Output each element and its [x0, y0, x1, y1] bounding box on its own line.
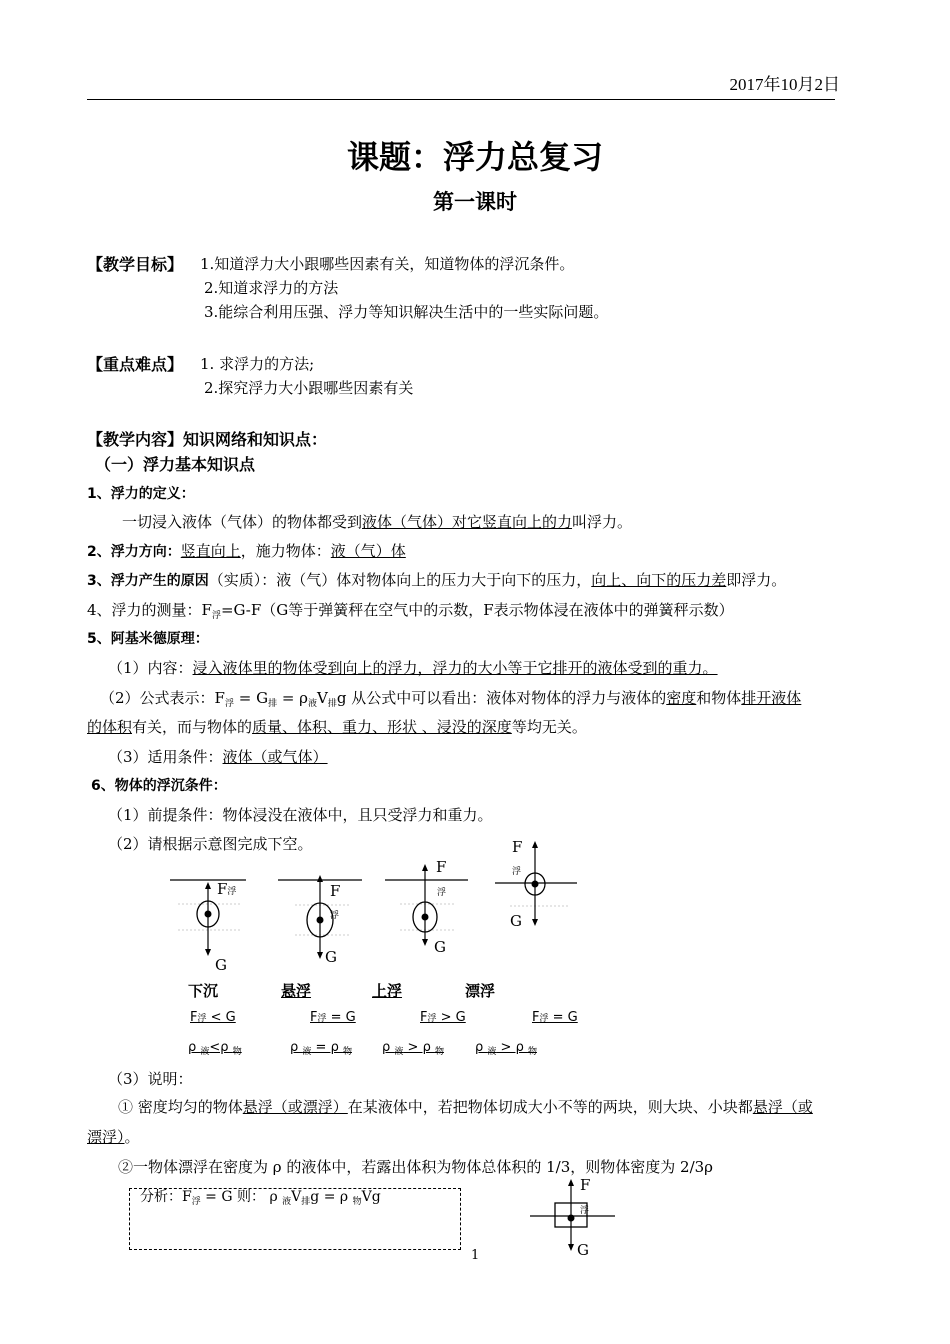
state-sink: 下沉	[188, 982, 219, 1000]
section-heading: （一）浮力基本知识点	[95, 455, 256, 474]
point-3-text: 3、浮力产生的原因（实质）：液（气）体对物体向上的压力大于向下的压力，向上、向下的压力差即浮力。	[87, 571, 787, 589]
objectives-label: 【教学目标】	[87, 255, 184, 274]
point-6-heading: 6、物体的浮沉条件：	[91, 778, 227, 794]
notes-heading: （3）说明：	[108, 1070, 193, 1088]
point-4-text: 4、浮力的测量：$F_浮=G-F(G$等于弹簧秤在空气中的示数，F表示物体浸在液体中的弹簧秤示数）	[87, 601, 734, 621]
float-force-label: F浮	[217, 880, 237, 898]
archimedes-content: （1）内容：浸入液体里的物体受到向上的浮力，浮力的大小等于它排开的液体受到的重力。	[108, 659, 718, 677]
density-relation: ρ $_液$ = ρ $_物$	[290, 1040, 352, 1057]
force-relation: F浮 > G	[420, 1010, 466, 1025]
content-label: 【教学内容】知识网络和知识点：	[87, 430, 328, 449]
note-1: ① 密度均匀的物体悬浮（或漂浮）在某液体中，若把物体切成大小不等的两块，则大块、小块都悬浮（或	[118, 1098, 813, 1116]
float-sub-label: 浮	[437, 888, 447, 898]
float-sub-label: 浮	[512, 867, 522, 877]
force-relation: F浮 = G	[532, 1010, 578, 1025]
float-condition-1: （1）前提条件：物体浸没在液体中，且只受浮力和重力。	[108, 806, 493, 824]
note-1-cont: 漂浮）。	[87, 1128, 140, 1146]
density-relation: ρ $_液$ > ρ $_物$	[382, 1040, 444, 1057]
keypoint-item: 2.探究浮力大小跟哪些因素有关	[204, 379, 414, 397]
objective-item: 2.知道求浮力的方法	[204, 279, 339, 297]
point-1-text: 一切浸入液体（气体）的物体都受到液体（气体）对它竖直向上的力叫浮力。	[122, 513, 633, 531]
objective-item: 1.知道浮力大小跟哪些因素有关，知道物体的浮沉条件。	[200, 255, 575, 273]
objective-item: 3.能综合利用压强、浮力等知识解决生活中的一些实际问题。	[204, 303, 609, 321]
float-force-label: F	[330, 882, 341, 900]
analysis-text: 分析：$F_浮 = G$ 则： ρ $_液V_排g = \rho$ $_物$Vg	[140, 1189, 381, 1207]
float-condition-2: （2）请根据示意图完成下空。	[108, 835, 313, 853]
float-sub-label: 浮	[330, 911, 340, 921]
gravity-label: G	[577, 1241, 589, 1259]
float-force-label: F	[512, 838, 523, 856]
note-2: ②一物体漂浮在密度为 ρ 的液体中，若露出体积为物体总体积的 1/3，则物体密度为 2/3ρ	[118, 1158, 713, 1176]
date: 2017年10月2日	[729, 75, 840, 94]
keypoints-label: 【重点难点】	[87, 355, 184, 374]
density-relation: ρ $_液$ > ρ $_物$	[475, 1040, 537, 1057]
force-diagram-float	[495, 840, 595, 950]
force-relation: F浮 < G	[190, 1010, 236, 1025]
force-relation: F浮 = G	[310, 1010, 356, 1025]
density-relation: ρ $_液$<ρ $_物$	[188, 1040, 242, 1057]
gravity-label: G	[325, 948, 337, 966]
floating-block-diagram	[525, 1175, 625, 1265]
archimedes-formula: （2）公式表示：$F_浮 = G_排 = \rho_液V_排g$ 从公式中可以看出：液体对物体的浮力与液体的密度和物体排开液体	[100, 689, 802, 709]
point-5-heading: 5、阿基米德原理：	[87, 631, 209, 647]
float-force-label: F	[436, 858, 447, 876]
archimedes-condition: （3）适用条件：液体（或气体）	[108, 748, 328, 766]
state-float: 漂浮	[465, 982, 496, 1000]
gravity-label: G	[510, 912, 522, 930]
force-diagram-sink	[160, 870, 260, 980]
gravity-label: G	[434, 938, 446, 956]
force-diagram-suspend	[270, 865, 370, 975]
archimedes-formula-cont: 的体积有关，而与物体的质量、体积、重力、形状 、浸没的深度等均无关。	[87, 718, 587, 736]
page-number: 1	[471, 1248, 480, 1263]
point-2-text: 2、浮力方向：竖直向上，施力物体：液（气）体	[87, 542, 406, 560]
float-force-label: F	[580, 1176, 591, 1194]
page-title: 课题：浮力总复习	[346, 138, 603, 176]
state-suspend: 悬浮	[281, 982, 312, 1000]
gravity-label: G	[215, 956, 227, 974]
state-rise: 上浮	[372, 982, 403, 1000]
point-1-heading: 1、浮力的定义：	[87, 486, 195, 502]
float-sub-label: 浮	[580, 1206, 590, 1216]
page-subtitle: 第一课时	[433, 190, 517, 214]
header-rule	[87, 99, 835, 100]
keypoint-item: 1. 求浮力的方法;	[200, 355, 315, 373]
force-diagram-rise	[380, 860, 480, 970]
